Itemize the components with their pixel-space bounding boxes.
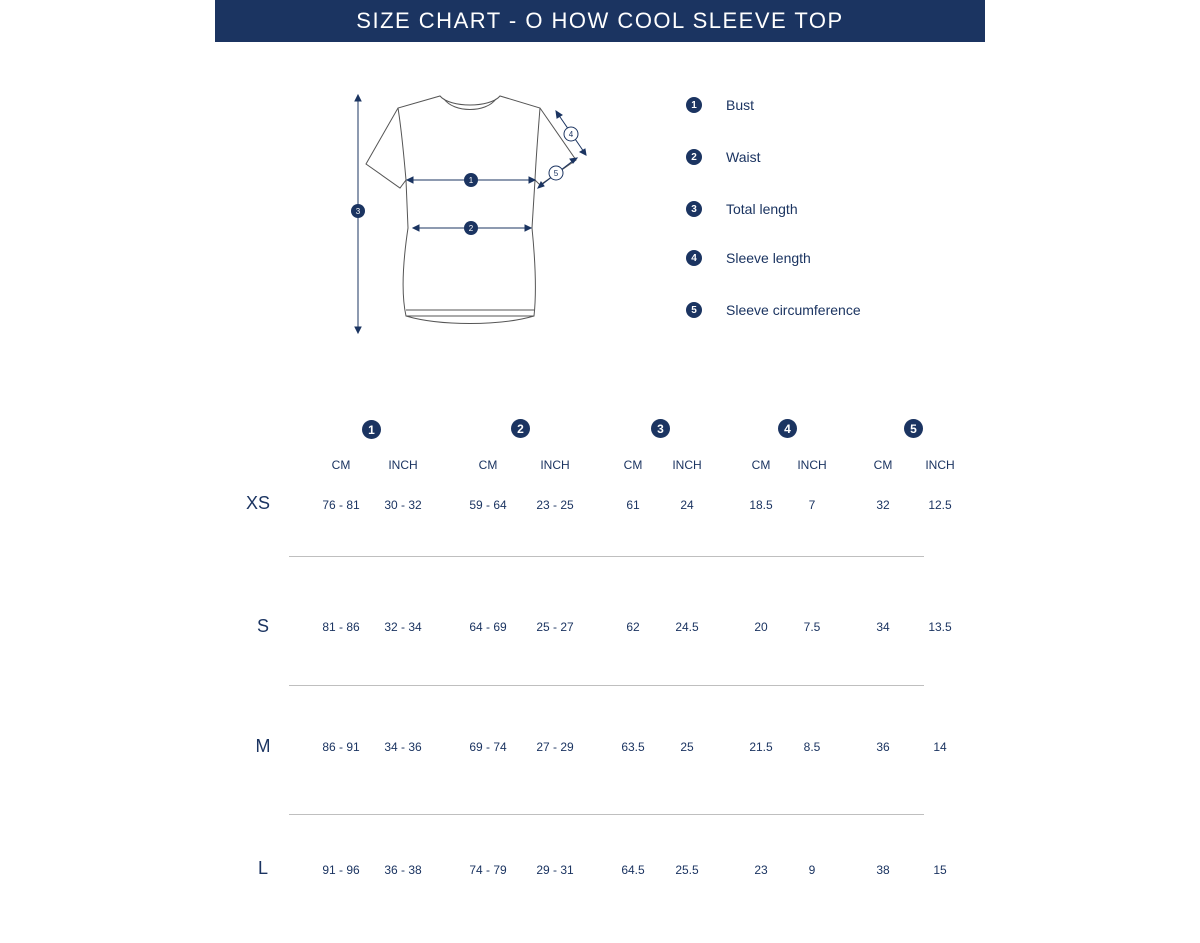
size-label: L	[257, 858, 269, 878]
table-cell: 59 - 64	[469, 498, 507, 512]
table-cell: 61	[626, 498, 640, 512]
table-cell: 20	[754, 620, 768, 634]
table-cell: 7	[808, 498, 816, 512]
unit-header: INCH	[925, 458, 955, 472]
column-number-sleeve-length: 4	[778, 419, 797, 438]
unit-header: CM	[873, 458, 893, 472]
unit-header: INCH	[797, 458, 827, 472]
table-cell: 32 - 34	[384, 620, 422, 634]
table-cell: 32	[876, 498, 890, 512]
table-cell: 24.5	[675, 620, 699, 634]
legend-label: Bust	[726, 97, 755, 113]
table-cell: 25 - 27	[536, 620, 574, 634]
table-cell: 34 - 36	[384, 740, 422, 754]
legend-number: 1	[686, 97, 702, 113]
table-cell: 9	[808, 863, 816, 877]
legend-label: Waist	[726, 149, 761, 165]
unit-header: INCH	[540, 458, 570, 472]
table-cell: 30 - 32	[384, 498, 422, 512]
unit-header: INCH	[388, 458, 418, 472]
column-number-bust: 1	[362, 420, 381, 439]
table-cell: 27 - 29	[536, 740, 574, 754]
svg-text:2: 2	[468, 224, 474, 233]
legend-number: 2	[686, 149, 702, 165]
legend-item-bust	[686, 95, 754, 115]
size-label: XS	[245, 493, 271, 513]
table-cell: 38	[876, 863, 890, 877]
page-title: SIZE CHART - O HOW COOL SLEEVE TOP	[356, 8, 844, 33]
table-cell: 63.5	[621, 740, 645, 754]
table-cell: 25	[680, 740, 694, 754]
table-cell: 15	[933, 863, 947, 877]
size-label: S	[256, 616, 270, 636]
table-cell: 24	[680, 498, 694, 512]
unit-header: CM	[751, 458, 771, 472]
svg-text:1: 1	[468, 176, 474, 185]
column-number-total-length: 3	[651, 419, 670, 438]
table-cell: 14	[933, 740, 947, 754]
table-cell: 13.5	[928, 620, 952, 634]
unit-header: CM	[331, 458, 351, 472]
table-cell: 25.5	[675, 863, 699, 877]
table-cell: 62	[626, 620, 640, 634]
legend-label: Sleeve length	[726, 250, 811, 266]
legend-item-waist	[686, 147, 760, 167]
svg-text:3: 3	[355, 207, 361, 216]
legend-number: 4	[686, 250, 702, 266]
legend-item-total-length	[686, 199, 798, 219]
unit-header: INCH	[672, 458, 702, 472]
table-cell: 86 - 91	[322, 740, 360, 754]
legend-item-sleeve-length	[686, 248, 811, 268]
table-cell: 34	[876, 620, 890, 634]
table-cell: 23 - 25	[536, 498, 574, 512]
table-cell: 23	[754, 863, 768, 877]
table-cell: 29 - 31	[536, 863, 574, 877]
legend-number: 3	[686, 201, 702, 217]
table-cell: 8.5	[803, 740, 821, 754]
table-cell: 81 - 86	[322, 620, 360, 634]
unit-header: CM	[478, 458, 498, 472]
table-cell: 36	[876, 740, 890, 754]
table-cell: 64.5	[621, 863, 645, 877]
size-label: M	[255, 736, 271, 756]
table-cell: 7.5	[803, 620, 821, 634]
table-cell: 36 - 38	[384, 863, 422, 877]
row-divider	[289, 556, 924, 557]
legend-label: Sleeve circumference	[726, 302, 861, 318]
legend-number: 5	[686, 302, 702, 318]
page-title-banner	[215, 0, 985, 42]
table-cell: 91 - 96	[322, 863, 360, 877]
table-cell: 74 - 79	[469, 863, 507, 877]
legend-item-sleeve-circumference	[686, 300, 861, 320]
svg-text:5: 5	[553, 169, 559, 178]
row-divider	[289, 685, 924, 686]
unit-header: CM	[623, 458, 643, 472]
table-cell: 69 - 74	[469, 740, 507, 754]
row-divider	[289, 814, 924, 815]
column-number-waist: 2	[511, 419, 530, 438]
table-cell: 76 - 81	[322, 498, 360, 512]
column-number-sleeve-circumference: 5	[904, 419, 923, 438]
svg-text:4: 4	[568, 130, 574, 139]
table-cell: 64 - 69	[469, 620, 507, 634]
legend-label: Total length	[726, 201, 798, 217]
table-cell: 21.5	[749, 740, 773, 754]
tshirt-diagram	[340, 88, 600, 340]
table-cell: 18.5	[749, 498, 773, 512]
table-cell: 12.5	[928, 498, 952, 512]
